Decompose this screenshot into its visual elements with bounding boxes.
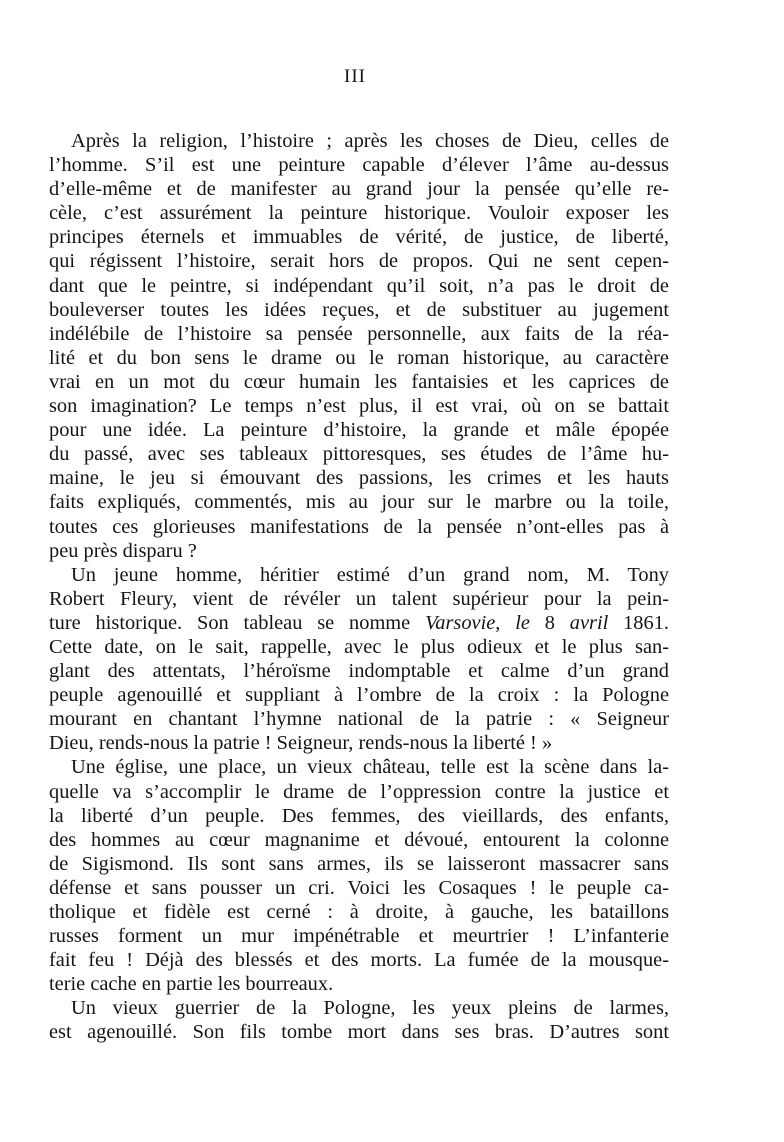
text-line: est agenouillé. Son fils tombe mort dans ses bras. D’autres sont <box>49 1021 669 1044</box>
text-line: indélébile de l’histoire sa pensée personnelle, aux faits de la réa- <box>49 322 669 345</box>
text-line: quelle va s’accomplir le drame de l’oppression contre la justice et <box>49 780 669 803</box>
text-segment: ture historique. Son tableau se nomme <box>49 611 426 634</box>
text-line: peu près disparu ? <box>49 539 197 562</box>
text-line: de Sigismond. Ils sont sans armes, ils se laisseront massacrer sans <box>49 852 669 875</box>
text-line: faits expliqués, commentés, mis au jour sur le marbre ou la toile, <box>49 491 669 514</box>
page-number: III <box>344 66 366 87</box>
text-line: russes forment un mur impénétrable et meurtrier ! L’infanterie <box>49 925 669 948</box>
body-text <box>49 129 669 1045</box>
text-line: principes éternels et immuables de vérité, de justice, de liberté, <box>49 226 669 249</box>
text-line: la liberté d’un peuple. Des femmes, des vieillards, des enfants, <box>49 804 669 827</box>
text-line: mourant en chantant l’hymne national de la patrie : « Seigneur <box>49 708 669 731</box>
text-line: tholique et fidèle est cerné : à droite, à gauche, les bataillons <box>49 901 669 923</box>
text-line: du passé, avec ses tableaux pittoresques, ses études de l’âme hu- <box>49 443 669 466</box>
text-line: qui régissent l’histoire, serait hors de propos. Qui ne sent cepen- <box>49 250 669 273</box>
text-line: l’homme. S’il est une peinture capable d’élever l’âme au-dessus <box>49 154 669 177</box>
text-line: Robert Fleury, vient de révéler un talent supérieur pour la pein- <box>49 587 669 610</box>
text-line: Après la religion, l’histoire ; après les choses de Dieu, celles de <box>71 130 669 152</box>
text-line: pour une idée. La peinture d’histoire, la grande et mâle épopée <box>49 419 669 442</box>
text-line-with-title <box>49 611 669 635</box>
text-line: dant que le peintre, si indépendant qu’il soit, n’a pas le droit de <box>49 274 669 297</box>
text-line: son imagination? Le temps n’est plus, il est vrai, où on se battait <box>49 395 669 418</box>
text-line: Une église, une place, un vieux château, telle est la scène dans la- <box>71 756 669 779</box>
text-line: Cette date, on le sait, rappelle, avec le plus odieux et le plus san- <box>49 635 669 658</box>
text-line: maine, le jeu si émouvant des passions, les crimes et les hauts <box>49 467 669 490</box>
text-line: Dieu, rends-nous la patrie ! Seigneur, rends-nous la liberté ! » <box>49 732 553 755</box>
text-line: d’elle-même et de manifester au grand jour la pensée qu’elle re- <box>49 178 669 201</box>
text-line: toutes ces glorieuses manifestations de la pensée n’ont-elles pas à <box>49 515 669 538</box>
text-line: vrai en un mot du cœur humain les fantaisies et les caprices de <box>49 370 669 393</box>
text-line: cèle, c’est assurément la peinture historique. Vouloir exposer les <box>49 202 669 225</box>
text-line: bouleverser toutes les idées reçues, et de substituer au jugement <box>49 298 669 321</box>
text-line: lité et du bon sens le drame ou le roman historique, au caractère <box>49 346 669 369</box>
text-line: peuple agenouillé et suppliant à l’ombre de la croix : la Pologne <box>49 684 669 707</box>
text-line: des hommes au cœur magnanime et dévoué, entourent la colonne <box>49 828 669 851</box>
text-line: glant des attentats, l’héroïsme indomptable et calme d’un grand <box>49 660 669 683</box>
text-line: terie cache en partie les bourreaux. <box>49 973 334 996</box>
text-line: défense et sans pousser un cri. Voici les Cosaques ! le peuple ca- <box>49 876 669 899</box>
text-line: Un jeune homme, héritier estimé d’un grand nom, M. Tony <box>71 563 669 586</box>
painting-date-day: 8 <box>529 611 570 634</box>
painting-date-year: 1861. <box>608 611 669 634</box>
painting-title: Varsovie, le <box>425 611 530 634</box>
painting-date-month: avril <box>569 611 609 634</box>
text-line: fait feu ! Déjà des blessés et des morts. La fumée de la mousque- <box>49 949 669 972</box>
text-line: Un vieux guerrier de la Pologne, les yeux pleins de larmes, <box>71 997 669 1020</box>
